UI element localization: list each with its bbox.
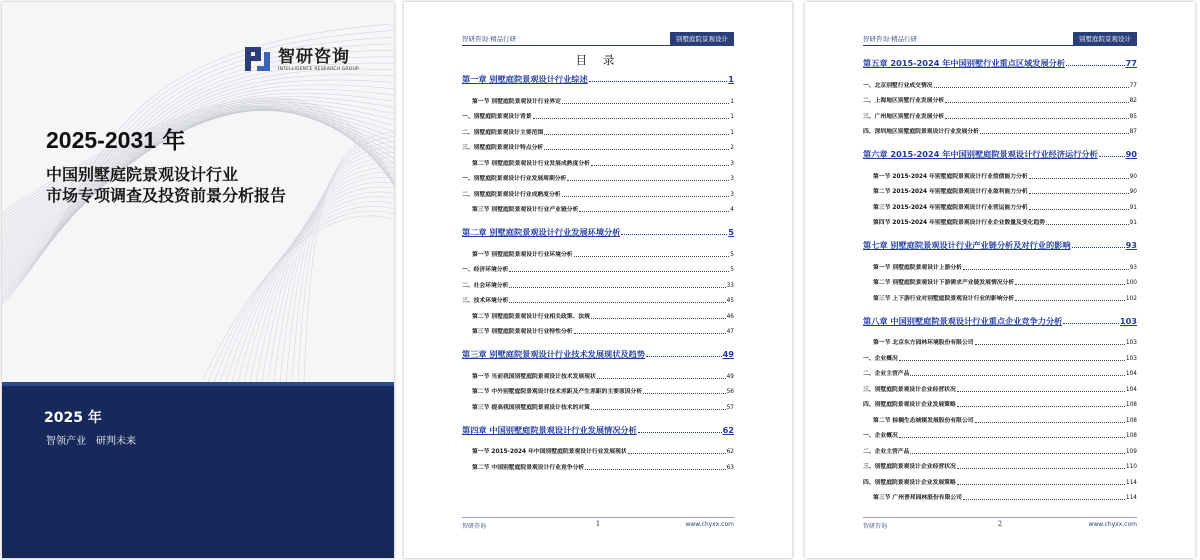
dot-leader [975,344,1125,345]
dot-leader [934,87,1129,88]
entry-page: 46 [726,313,734,320]
dot-leader [1072,247,1125,248]
toc-title: 目 录 [575,53,621,67]
toc-entry-link[interactable] [863,394,1137,410]
toc-entry-link[interactable] [863,165,1137,181]
toc-entry-link[interactable] [863,363,1137,379]
toc-entry-link[interactable] [462,90,734,106]
entry-title: 三、广州地区别墅行业发展分析 [863,113,945,120]
entry-page: 90 [1129,189,1137,195]
report-title-line1: 中国别墅庭院景观设计行业 [46,165,239,184]
toc-entry-link[interactable] [462,274,734,290]
dot-leader [957,484,1125,485]
dot-leader [544,149,729,150]
dot-leader [957,406,1125,407]
toc-chapter-link[interactable] [462,227,734,237]
toc-chapter-link[interactable] [863,316,1137,326]
entry-page: 63 [726,464,734,471]
entry-title: 第三节 广州普邦园林股份有限公司 [873,495,962,501]
table-of-contents [462,52,734,472]
toc-chapter-link[interactable] [462,425,734,435]
entry-page: 5 [730,267,734,273]
entry-title: 四、深圳地区别墅庭院景观设计行业发展分析 [863,129,979,135]
entry-page: 104 [1125,386,1137,393]
dot-leader [544,134,729,135]
dot-leader [638,432,722,433]
dot-leader [589,81,728,82]
dot-leader [1099,156,1125,157]
entry-title: 二、企业主营产品 [863,448,910,455]
dot-leader [646,356,722,357]
toc-entry-link[interactable] [863,90,1137,106]
chapter-title: 第五章 2015-2024 年中国别墅行业重点区域发展分析 [863,58,1066,68]
toc-entry-link[interactable] [863,440,1137,456]
entry-title: 二、企业主营产品 [863,371,910,377]
entry-title: 第一节 2015-2024 年中国别墅庭院景观设计行业发展现状 [472,449,627,455]
report-title-line2: 市场专项调查及投资前景分析报告 [46,186,287,205]
entry-page: 1 [730,98,734,105]
entry-page: 103 [1125,355,1137,362]
entry-title: 三、技术环境分析 [462,298,509,304]
toc-entry-link[interactable] [462,121,734,137]
chapter-page: 62 [722,424,734,435]
dot-leader [1046,224,1129,225]
toc-chapter-link[interactable] [462,349,734,359]
entry-page: 103 [1125,340,1137,346]
dot-leader [910,375,1125,376]
chapter-title: 第一章 别墅庭院景观设计行业综述 [462,74,588,84]
chapter-page: 49 [722,349,734,359]
toc-entry-link[interactable] [462,381,734,397]
entry-page: 93 [1129,264,1137,271]
entry-title: 第一节 2015-2024 年别墅庭院景观设计行业偿债能力分析 [873,173,1028,180]
entry-title: 三、别墅庭院景观设计企业经营状况 [863,386,956,393]
entry-title: 二、别墅庭院景观设计主要范围 [462,129,544,136]
entry-page: 100 [1125,280,1137,286]
toc-entry-link[interactable] [863,121,1137,137]
toc-entry-link[interactable] [462,290,734,306]
chapter-page: 1 [728,74,734,84]
logo-subtitle: INTELLIGENCE RESEARCH GROUP [278,66,359,72]
dot-leader [591,409,726,410]
header-tab: 别墅庭院景观设计 [670,32,734,45]
entry-title: 二、上海地区别墅行业发展分析 [863,98,945,104]
toc-entry-link[interactable] [462,321,734,337]
page-number: 1 [595,520,601,528]
dot-leader [643,393,725,394]
chapter-title: 第八章 中国别墅庭院景观设计行业重点企业竞争力分析 [863,315,1063,326]
toc-entry-link[interactable] [462,183,734,199]
entry-title: 第二节 2015-2024 年别墅庭院景观设计行业盈利能力分析 [873,189,1028,195]
entry-title: 二、别墅庭院景观设计行业成熟度分析 [462,191,561,198]
page-footer [462,517,734,531]
dot-leader [1029,209,1129,210]
entry-title: 第一节 别墅庭院景观设计行业环境分析 [472,251,573,258]
toc-entry-link[interactable] [462,305,734,321]
swirl-line [274,157,394,382]
company-logo [244,44,359,74]
dot-leader [1015,284,1125,285]
entry-page: 47 [726,329,734,335]
toc-entry-link[interactable] [462,441,734,457]
cover-page [2,2,394,558]
toc-entry-link[interactable] [863,196,1137,212]
entry-page: 5 [730,251,734,258]
toc-entry-link[interactable] [863,256,1137,272]
swirl-line [280,152,394,382]
chapter-title: 第六章 2015-2024 年中国别墅庭院景观设计行业经济运行分析 [863,149,1098,159]
entry-title: 第二节 中外别墅庭院景观设计技术差距及产生差距的主要原因分析 [472,389,643,395]
entry-page: 108 [1125,402,1137,408]
toc-entry-link[interactable] [863,332,1137,348]
chapter-title: 第四章 中国别墅庭院景观设计行业发展情况分析 [462,424,637,435]
entry-title: 第一节 北京东方园林环境股份有限公司 [873,340,974,346]
dot-leader [591,165,729,166]
header-tab: 别墅庭院景观设计 [1073,32,1137,45]
entry-page: 108 [1125,417,1137,424]
entry-title: 三、别墅庭院景观设计特点分析 [462,145,544,151]
publish-year: 2025 年 [44,410,102,426]
chapter-title: 第二章 别墅庭院景观设计行业发展环境分析 [462,227,621,237]
dot-leader [567,180,729,181]
entry-title: 三、别墅庭院景观设计企业经营状况 [863,464,956,470]
page-number: 2 [997,520,1003,528]
entry-title: 第三节 2015-2024 年别墅庭院景观设计行业营运能力分析 [873,204,1028,211]
entry-page: 3 [730,176,734,182]
entry-title: 第四节 2015-2024 年别墅庭院景观设计行业企业数量及变化趋势 [873,220,1046,226]
entry-page: 45 [726,298,734,304]
toc-chapter-link[interactable] [462,74,734,84]
entry-title: 第一节 当前我国别墅庭院景观设计技术发展现状 [472,373,596,380]
entry-page: 85 [1129,113,1137,120]
entry-page: 87 [1129,129,1137,135]
toc-entry-link[interactable] [863,378,1137,394]
dot-leader [591,318,726,319]
entry-page: 114 [1125,495,1137,501]
entry-page: 56 [726,389,734,395]
entry-page: 1 [730,114,734,120]
entry-page: 91 [1129,220,1137,226]
entry-title: 第二节 棕榈生态城镇发展股份有限公司 [873,417,974,424]
header-brand: 智研咨询·精品行研 [462,35,517,43]
toc-entry-link[interactable] [462,396,734,412]
entry-title: 第一节 别墅庭院景观设计行业界定 [472,98,561,105]
swirl-line [202,216,394,382]
dot-leader [899,360,1125,361]
entry-page: 57 [726,404,734,411]
entry-title: 第二节 别墅庭院景观设计行业相关政策、法规 [472,313,590,320]
chapter-title: 第三章 别墅庭院景观设计行业技术发展现状及趋势 [462,349,645,359]
entry-title: 一、北京别墅行业成交情况 [863,82,933,89]
entry-page: 62 [726,449,734,455]
entry-title: 二、社会环境分析 [462,282,509,289]
toc-entry-link[interactable] [462,456,734,472]
toc-page-1 [404,2,792,558]
header-brand: 智研咨询·精品行研 [863,35,918,43]
dot-leader [579,211,729,212]
entry-page: 110 [1125,464,1137,470]
dot-leader [1015,300,1125,301]
chapter-title: 第七章 别墅庭院景观设计行业产业链分析及对行业的影响 [863,240,1071,250]
dot-leader [899,437,1125,438]
chapter-page: 90 [1125,149,1137,159]
entry-title: 第三节 上下游行业对别墅庭院景观设计行业的影响分析 [873,295,1015,302]
swirl-line [208,211,394,382]
page-header [404,34,792,48]
dot-leader [562,103,729,104]
entry-title: 一、企业概况 [863,433,898,439]
entry-title: 一、别墅庭院景观设计背景 [462,114,532,120]
toc-entry-link[interactable] [462,365,734,381]
toc-page-2 [805,2,1195,558]
slogan: 智领产业 研判未来 [46,436,136,447]
entry-title: 第二节 中国别墅庭院景观设计行业竞争分析 [472,464,585,471]
dot-leader [509,271,729,272]
toc-chapter-link[interactable] [863,240,1137,250]
dot-leader [1029,193,1129,194]
toc-entry-link[interactable] [863,487,1137,503]
footer-url[interactable]: www.chyxx.com [1088,521,1137,528]
toc-entry-link[interactable] [863,272,1137,288]
toc-entry-link[interactable] [863,409,1137,425]
entry-page: 4 [730,207,734,213]
entry-title: 四、别墅庭院景观设计企业发展策略 [863,479,956,486]
entry-page: 108 [1125,433,1137,439]
toc-entry-link[interactable] [863,471,1137,487]
entry-title: 第一节 别墅庭院景观设计上游分析 [873,264,962,271]
dot-leader [980,133,1129,134]
toc-entry-link[interactable] [462,152,734,168]
toc-list [462,74,734,472]
chapter-page: 5 [728,227,734,237]
dot-leader [509,302,725,303]
entry-page: 3 [730,160,734,167]
dot-leader [1063,323,1119,324]
entry-title: 一、企业概况 [863,355,898,362]
dot-leader [574,256,730,257]
dot-leader [1066,65,1125,66]
entry-page: 82 [1129,98,1137,104]
header-divider [863,45,1137,46]
entry-title: 第三节 别墅庭院景观设计行业特性分析 [472,329,573,335]
dot-leader [963,269,1129,270]
toc-entry-link[interactable] [863,347,1137,363]
footer-brand: 智研咨询 [863,523,888,530]
entry-page: 91 [1129,204,1137,211]
entry-page: 109 [1125,448,1137,455]
entry-title: 第二节 别墅庭院景观设计行业发展成熟度分析 [472,160,590,167]
dot-leader [574,333,726,334]
dot-leader [945,118,1128,119]
dot-leader [621,234,727,235]
page-footer [863,517,1137,531]
dot-leader [585,469,725,470]
table-of-contents [863,54,1137,502]
toc-entry-link[interactable] [863,425,1137,441]
entry-title: 一、经济环境分析 [462,267,509,273]
toc-entry-link[interactable] [462,259,734,275]
dot-leader [957,468,1125,469]
logo-mark-icon [244,44,274,74]
footer-url[interactable]: www.chyxx.com [685,521,734,528]
entry-title: 第三节 提高我国别墅庭院景观设计技术的对策 [472,404,590,411]
entry-page: 114 [1125,479,1137,486]
footer-brand: 智研咨询 [462,523,487,530]
entry-page: 3 [730,191,734,198]
toc-entry-link[interactable] [863,105,1137,121]
swirl-line [220,202,394,382]
chapter-page: 77 [1125,58,1137,68]
toc-chapter-link[interactable] [863,149,1137,159]
entry-page: 49 [726,373,734,380]
page-header [805,34,1195,48]
dot-leader [910,453,1125,454]
toc-entry-link[interactable] [863,181,1137,197]
entry-page: 33 [726,282,734,289]
header-divider [462,45,734,46]
entry-page: 104 [1125,371,1137,377]
report-years: 2025-2031 年 [46,127,186,153]
dot-leader [963,499,1125,500]
toc-list [863,58,1137,502]
entry-page: 102 [1125,295,1137,302]
entry-page: 90 [1129,173,1137,180]
dot-leader [509,287,725,288]
dot-leader [597,378,726,379]
dot-leader [562,196,730,197]
dot-leader [1029,178,1129,179]
toc-entry-link[interactable] [863,456,1137,472]
toc-entry-link[interactable] [863,74,1137,90]
toc-entry-link[interactable] [462,137,734,153]
dot-leader [975,422,1125,423]
toc-entry-link[interactable] [462,199,734,215]
chapter-page: 93 [1125,240,1137,250]
entry-title: 第二节 别墅庭院景观设计下游需求产业链发展情况分析 [873,280,1015,286]
dot-leader [957,391,1125,392]
entry-page: 1 [730,129,734,136]
dot-leader [628,453,726,454]
entry-title: 第三节 别墅庭院景观设计行业产业链分析 [472,207,579,213]
dot-leader [533,118,730,119]
entry-page: 2 [730,145,734,151]
dot-leader [945,102,1128,103]
entry-title: 一、别墅庭院景观设计行业发展周期分析 [462,176,567,182]
toc-entry-link[interactable] [863,287,1137,303]
toc-entry-link[interactable] [462,168,734,184]
toc-entry-link[interactable] [462,243,734,259]
toc-chapter-link[interactable] [863,58,1137,68]
entry-page: 77 [1129,82,1137,89]
entry-title: 四、别墅庭院景观设计企业发展策略 [863,402,956,408]
toc-entry-link[interactable] [863,212,1137,228]
toc-entry-link[interactable] [462,106,734,122]
chapter-page: 103 [1119,315,1137,326]
logo-name: 智研咨询 [278,46,350,67]
